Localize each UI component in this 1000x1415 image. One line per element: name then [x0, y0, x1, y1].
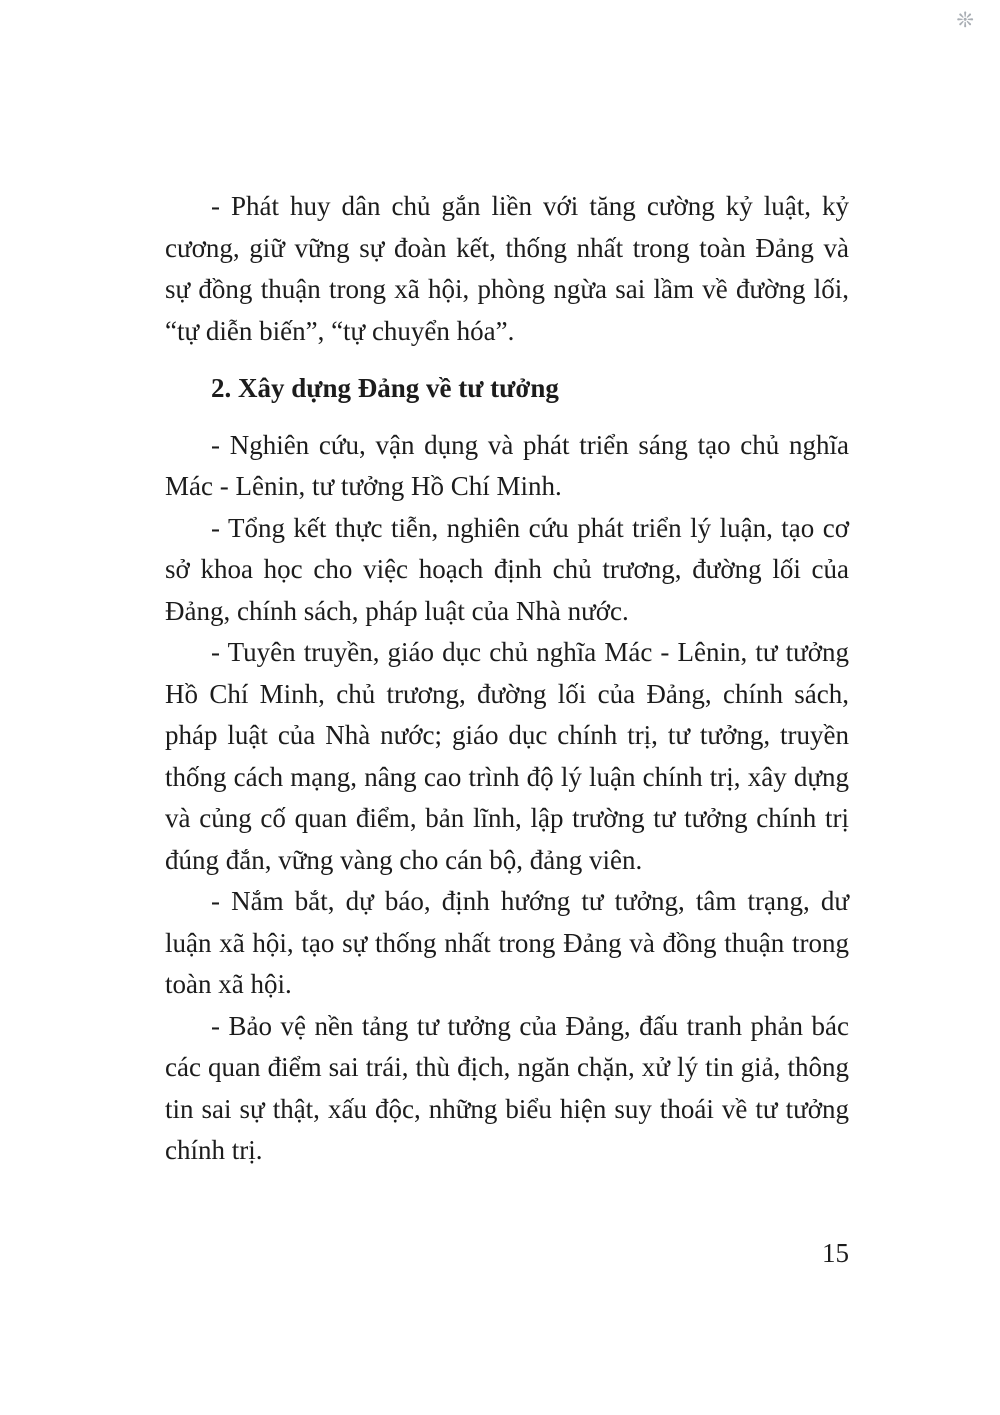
paragraph: - Phát huy dân chủ gắn liền với tăng cường kỷ luật, kỷ cương, giữ vững sự đoàn kết, thống nhất trong toàn Đảng và sự đồng thuận trong xã hội, phòng ngừa sai lầm về đường lối, “tự diễn biến”, “tự chuyển hóa”. [165, 191, 849, 346]
section-heading: 2. Xây dựng Đảng về tư tưởng [211, 373, 559, 403]
page-content [165, 186, 849, 1172]
paragraph: - Tổng kết thực tiễn, nghiên cứu phát triển lý luận, tạo cơ sở khoa học cho việc hoạch định chủ trương, đường lối của Đảng, chính sách, pháp luật của Nhà nước. [165, 512, 849, 626]
paragraph: - Nắm bắt, dự báo, định hướng tư tưởng, tâm trạng, dư luận xã hội, tạo sự thống nhất trong Đảng và đồng thuận trong toàn xã hội. [165, 886, 849, 999]
flower-ornament-icon: ❊ [956, 8, 974, 32]
paragraph: - Nghiên cứu, vận dụng và phát triển sáng tạo chủ nghĩa Mác - Lênin, tư tưởng Hồ Chí Minh. [165, 429, 849, 501]
page-number: 15 [822, 1238, 849, 1268]
paragraph: - Tuyên truyền, giáo dục chủ nghĩa Mác - Lênin, tư tưởng Hồ Chí Minh, chủ trương, đường lối của Đảng, chính sách, pháp luật của Nhà nước; giáo dục chính trị, tư tưởng, truyền thống cách mạng, nâng cao trình độ lý luận chính trị, xây dựng và củng cố quan điểm, bản lĩnh, lập trường tư tưởng chính trị đúng đắn, vững vàng cho cán bộ, đảng viên. [165, 637, 849, 875]
paragraph: - Bảo vệ nền tảng tư tưởng của Đảng, đấu tranh phản bác các quan điểm sai trái, thù địch, ngăn chặn, xử lý tin giả, thông tin sai sự thật, xấu độc, những biểu hiện suy thoái về tư tưởng chính trị. [165, 1010, 849, 1165]
